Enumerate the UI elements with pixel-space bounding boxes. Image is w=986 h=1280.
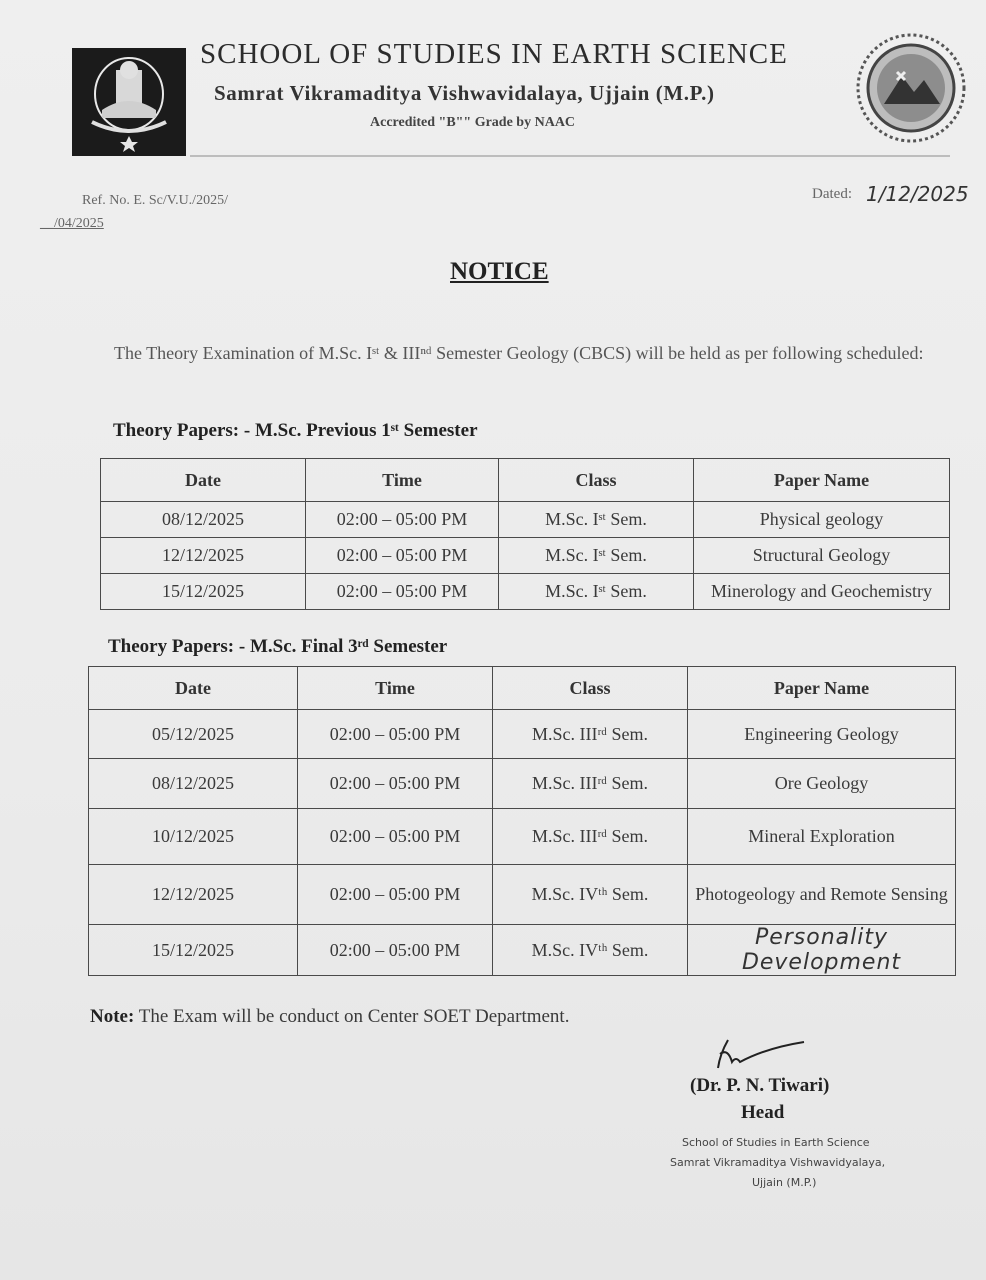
table-row — [89, 710, 956, 759]
stamp-line-3: Ujjain (M.P.) — [752, 1176, 817, 1189]
col-time: Time — [298, 667, 493, 710]
stamp-line-2: Samrat Vikramaditya Vishwavidyalaya, — [670, 1156, 886, 1169]
cell-class: M.Sc. IVᵗʰ Sem. — [493, 925, 688, 976]
table-row — [101, 574, 950, 610]
cell-date: 12/12/2025 — [101, 538, 306, 574]
dated-label: Dated: — [812, 186, 852, 202]
university-name: Samrat Vikramaditya Vishwavidalaya, Ujjain (M.P.) — [214, 81, 715, 105]
table-row — [101, 538, 950, 574]
cell-paper: Mineral Exploration — [688, 809, 956, 865]
table-row — [89, 925, 956, 976]
notice-intro: The Theory Examination of M.Sc. Iˢᵗ & IIIⁿᵈ Semester Geology (CBCS) will be held as per following scheduled: — [114, 343, 924, 363]
first-sem-schedule-table — [100, 458, 950, 610]
reference-date: __/04/2025 — [40, 216, 104, 231]
cell-date: 15/12/2025 — [101, 574, 306, 610]
col-time: Time — [306, 459, 499, 502]
cell-paper-handwritten: Personality Development — [688, 925, 956, 976]
table-row — [89, 809, 956, 865]
dated-value: 1/12/2025 — [866, 182, 969, 206]
table-row — [89, 759, 956, 809]
accreditation-line: Accredited "B"" Grade by NAAC — [370, 115, 576, 130]
cell-date: 08/12/2025 — [101, 502, 306, 538]
cell-time: 02:00 – 05:00 PM — [306, 538, 499, 574]
header-divider — [190, 155, 950, 157]
col-paper-name: Paper Name — [694, 459, 950, 502]
cell-time: 02:00 – 05:00 PM — [298, 809, 493, 865]
cell-time: 02:00 – 05:00 PM — [298, 759, 493, 809]
col-class: Class — [499, 459, 694, 502]
section-heading-final-sem: Theory Papers: - M.Sc. Final 3ʳᵈ Semester — [108, 636, 448, 657]
cell-time: 02:00 – 05:00 PM — [306, 574, 499, 610]
cell-time: 02:00 – 05:00 PM — [298, 925, 493, 976]
col-date: Date — [101, 459, 306, 502]
reference-number: Ref. No. E. Sc/V.U./2025/ — [82, 193, 228, 208]
cell-time: 02:00 – 05:00 PM — [298, 865, 493, 925]
signature-mark — [706, 1034, 816, 1078]
cell-class: M.Sc. IIIʳᵈ Sem. — [493, 759, 688, 809]
cell-class: M.Sc. Iˢᵗ Sem. — [499, 502, 694, 538]
cell-class: M.Sc. Iˢᵗ Sem. — [499, 574, 694, 610]
cell-paper: Physical geology — [694, 502, 950, 538]
school-title: SCHOOL OF STUDIES IN EARTH SCIENCE — [200, 38, 788, 70]
cell-class: M.Sc. IIIʳᵈ Sem. — [493, 809, 688, 865]
note-label: Note: — [90, 1006, 135, 1027]
cell-date: 10/12/2025 — [89, 809, 298, 865]
cell-time: 02:00 – 05:00 PM — [298, 710, 493, 759]
cell-class: M.Sc. IIIʳᵈ Sem. — [493, 710, 688, 759]
cell-class: M.Sc. Iˢᵗ Sem. — [499, 538, 694, 574]
col-class: Class — [493, 667, 688, 710]
final-sem-schedule-table — [88, 666, 956, 976]
signatory-designation: Head — [741, 1102, 785, 1123]
cell-paper: Photogeology and Remote Sensing — [688, 865, 956, 925]
cell-date: 08/12/2025 — [89, 759, 298, 809]
department-seal — [852, 32, 970, 144]
stamp-line-1: School of Studies in Earth Science — [682, 1136, 870, 1149]
section-heading-first-sem: Theory Papers: - M.Sc. Previous 1ˢᵗ Semester — [113, 420, 478, 441]
cell-paper: Engineering Geology — [688, 710, 956, 759]
table-row — [101, 502, 950, 538]
cell-date: 15/12/2025 — [89, 925, 298, 976]
cell-time: 02:00 – 05:00 PM — [306, 502, 499, 538]
cell-class: M.Sc. IVᵗʰ Sem. — [493, 865, 688, 925]
university-logo — [72, 48, 186, 156]
cell-paper: Structural Geology — [694, 538, 950, 574]
table-row — [89, 865, 956, 925]
table-header-row — [89, 667, 956, 710]
col-paper-name: Paper Name — [688, 667, 956, 710]
cell-paper: Minerology and Geochemistry — [694, 574, 950, 610]
table-header-row — [101, 459, 950, 502]
cell-date: 12/12/2025 — [89, 865, 298, 925]
col-date: Date — [89, 667, 298, 710]
exam-note — [90, 1006, 569, 1028]
signatory-name: (Dr. P. N. Tiwari) — [690, 1075, 830, 1096]
cell-paper: Ore Geology — [688, 759, 956, 809]
notice-title: NOTICE — [450, 258, 549, 285]
cell-date: 05/12/2025 — [89, 710, 298, 759]
note-text: The Exam will be conduct on Center SOET Department. — [138, 1006, 570, 1027]
